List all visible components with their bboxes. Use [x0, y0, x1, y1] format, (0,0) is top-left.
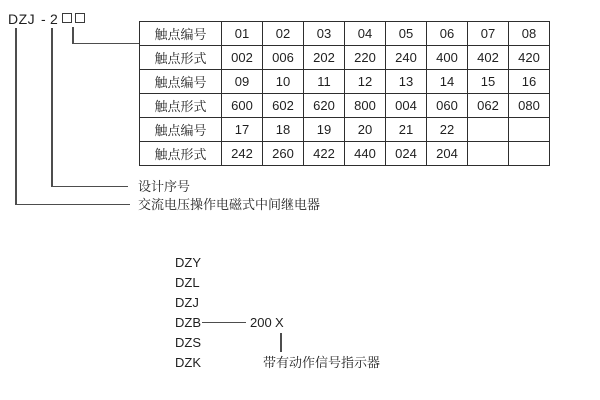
value-cell: 024: [386, 142, 427, 166]
variant-x-callout-line: [280, 333, 282, 352]
value-cell: 04: [345, 22, 386, 46]
callout-line-relay-horizontal: [15, 204, 130, 206]
value-cell: 03: [304, 22, 345, 46]
value-cell: 17: [222, 118, 263, 142]
table-row: [140, 70, 550, 94]
callout-line-serial-horizontal: [51, 186, 128, 188]
value-cell: 402: [468, 46, 509, 70]
value-cell: [468, 118, 509, 142]
callout-line-relay-vertical: [15, 28, 17, 205]
value-cell: 220: [345, 46, 386, 70]
value-cell: 062: [468, 94, 509, 118]
value-cell: 004: [386, 94, 427, 118]
family-item-dzj: DZJ: [175, 295, 199, 310]
value-cell: 060: [427, 94, 468, 118]
value-cell: 620: [304, 94, 345, 118]
value-cell: 204: [427, 142, 468, 166]
value-cell: 09: [222, 70, 263, 94]
dzb-variant-x: X: [275, 315, 284, 330]
value-cell: 19: [304, 118, 345, 142]
value-cell: 01: [222, 22, 263, 46]
contact-table: [139, 21, 550, 166]
value-cell: 006: [263, 46, 304, 70]
callout-line-table-horizontal: [72, 43, 140, 45]
value-cell: 12: [345, 70, 386, 94]
value-cell: 15: [468, 70, 509, 94]
family-item-dzk: DZK: [175, 355, 201, 370]
value-cell: [509, 118, 550, 142]
table-row: [140, 22, 550, 46]
row-label-cell: 触点形式: [140, 46, 222, 70]
row-label-cell: 触点形式: [140, 142, 222, 166]
model-series-number: 2: [50, 11, 59, 27]
value-cell: 05: [386, 22, 427, 46]
callout-line-table-vertical: [72, 27, 74, 44]
family-item-dzb: DZB: [175, 315, 201, 330]
value-cell: 22: [427, 118, 468, 142]
dzb-connector-line: [202, 322, 246, 324]
value-cell: 260: [263, 142, 304, 166]
value-cell: 10: [263, 70, 304, 94]
model-dash: -: [41, 11, 47, 27]
value-cell: 06: [427, 22, 468, 46]
value-cell: 21: [386, 118, 427, 142]
design-serial-label: 设计序号: [138, 179, 191, 194]
row-label-cell: 触点编号: [140, 22, 222, 46]
table-row: [140, 142, 550, 166]
table-row: [140, 46, 550, 70]
value-cell: 440: [345, 142, 386, 166]
value-cell: 20: [345, 118, 386, 142]
value-cell: 16: [509, 70, 550, 94]
value-cell: 400: [427, 46, 468, 70]
model-prefix: DZJ: [8, 11, 36, 27]
table-row: [140, 94, 550, 118]
value-cell: 08: [509, 22, 550, 46]
row-label-cell: 触点编号: [140, 70, 222, 94]
value-cell: 602: [263, 94, 304, 118]
value-cell: [509, 142, 550, 166]
value-cell: 14: [427, 70, 468, 94]
value-cell: [468, 142, 509, 166]
contact-table-body: [140, 22, 550, 166]
row-label-cell: 触点形式: [140, 94, 222, 118]
value-cell: 07: [468, 22, 509, 46]
row-label-cell: 触点编号: [140, 118, 222, 142]
value-cell: 800: [345, 94, 386, 118]
family-item-dzl: DZL: [175, 275, 200, 290]
family-item-dzs: DZS: [175, 335, 201, 350]
family-item-dzy: DZY: [175, 255, 201, 270]
value-cell: 202: [304, 46, 345, 70]
dzb-number: 200: [250, 315, 272, 330]
indicator-note-label: 带有动作信号指示器: [263, 355, 381, 370]
value-cell: 420: [509, 46, 550, 70]
value-cell: 002: [222, 46, 263, 70]
value-cell: 080: [509, 94, 550, 118]
table-row: [140, 118, 550, 142]
value-cell: 242: [222, 142, 263, 166]
relay-description-label: 交流电压操作电磁式中间继电器: [138, 197, 321, 212]
value-cell: 422: [304, 142, 345, 166]
value-cell: 600: [222, 94, 263, 118]
digit-placeholder-box-1: [62, 13, 72, 23]
value-cell: 18: [263, 118, 304, 142]
value-cell: 240: [386, 46, 427, 70]
value-cell: 02: [263, 22, 304, 46]
callout-line-serial-vertical: [51, 28, 53, 187]
value-cell: 11: [304, 70, 345, 94]
digit-placeholder-box-2: [75, 13, 85, 23]
value-cell: 13: [386, 70, 427, 94]
